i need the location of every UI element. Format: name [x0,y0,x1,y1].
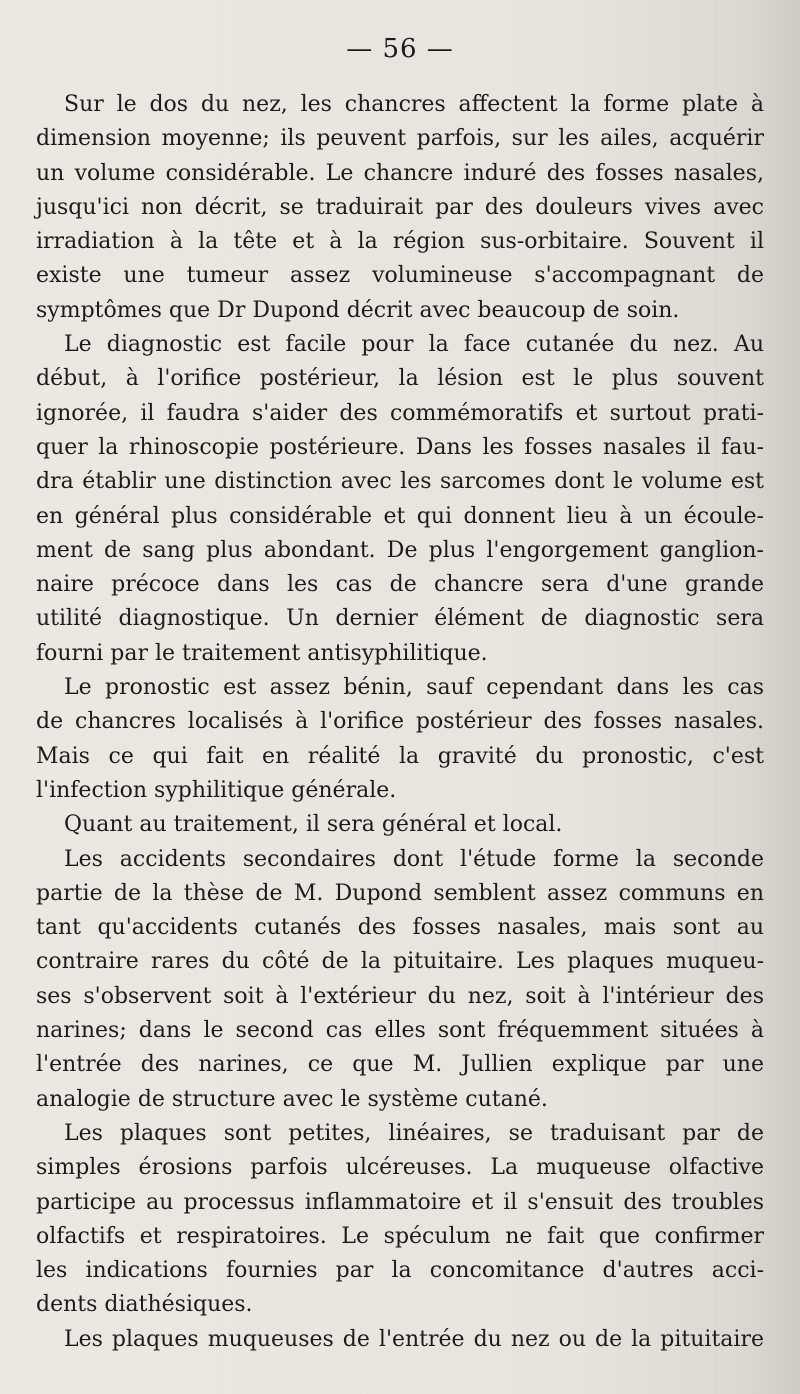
text-line: de chancres localisés à l'orifice postérieur des fosses nasales. [36,709,764,735]
text-line: naire précoce dans les cas de chancre sera d'une grande [36,572,764,598]
text-line: en général plus considérable et qui donnent lieu à un écoule- [36,503,764,529]
text-line: ignorée, il faudra s'aider des commémoratifs et surtout prati- [36,400,764,426]
text-line: dents diathésiques. [36,1292,253,1318]
text-line: l'entrée des narines, ce que M. Jullien explique par une [36,1052,764,1078]
text-line: fourni par le traitement antisyphilitique. [36,640,488,666]
text-line: utilité diagnostique. Un dernier élément de diagnostic sera [36,606,764,632]
text-line: symptômes que Dr Dupond décrit avec beaucoup de soin. [36,297,680,323]
text-line: contraire rares du côté de la pituitaire. Les plaques muqueu- [36,949,764,975]
text-line: participe au processus inflammatoire et il s'ensuit des troubles [36,1189,764,1215]
text-line: les indications fournies par la concomitance d'autres acci- [36,1258,764,1284]
text-line: tant qu'accidents cutanés des fosses nasales, mais sont au [36,915,764,941]
text-line: dra établir une distinction avec les sarcomes dont le volume est [36,469,764,495]
text-line: Les accidents secondaires dont l'étude forme la seconde [64,846,764,872]
text-line: Le diagnostic est facile pour la face cutanée du nez. Au [64,332,764,358]
text-line: irradiation à la tête et à la région sus-orbitaire. Souvent il [36,229,764,255]
text-line: narines; dans le second cas elles sont fréquemment situées à [36,1018,764,1044]
text-line: dimension moyenne; ils peuvent parfois, sur les ailes, acquérir [36,126,764,152]
text-line: Le pronostic est assez bénin, sauf cependant dans les cas [64,675,764,701]
page-number: — 56 — [346,34,454,64]
text-line: l'infection syphilitique générale. [36,777,397,803]
text-line: Les plaques muqueuses de l'entrée du nez ou de la pituitaire [64,1326,764,1352]
text-line: existe une tumeur assez volumineuse s'accompagnant de [36,263,764,289]
text-line: jusqu'ici non décrit, se traduirait par des douleurs vives avec [36,194,764,220]
text-line: partie de la thèse de M. Dupond semblent assez communs en [36,880,764,906]
text-line: Mais ce qui fait en réalité la gravité du pronostic, c'est [36,743,764,769]
text-line: Sur le dos du nez, les chancres affectent la forme plate à [64,92,764,117]
text-line: Les plaques sont petites, linéaires, se traduisant par de [64,1120,764,1146]
text-line: début, à l'orifice postérieur, la lésion est le plus souvent [36,366,764,392]
text-line: un volume considérable. Le chancre induré des fosses nasales, [36,160,764,186]
text-line: olfactifs et respiratoires. Le spéculum ne fait que confirmer [36,1223,764,1249]
text-line: simples érosions parfois ulcéreuses. La muqueuse olfactive [36,1155,764,1181]
text-line: quer la rhinoscopie postérieure. Dans les fosses nasales il fau- [36,434,764,460]
text-line: analogie de structure avec le système cutané. [36,1086,548,1112]
text-line: ses s'observent soit à l'extérieur du nez, soit à l'intérieur des [36,983,764,1009]
body-text [36,88,764,1357]
text-line: ment de sang plus abondant. De plus l'engorgement ganglion- [36,537,764,563]
text-line: Quant au traitement, il sera général et local. [64,812,563,838]
